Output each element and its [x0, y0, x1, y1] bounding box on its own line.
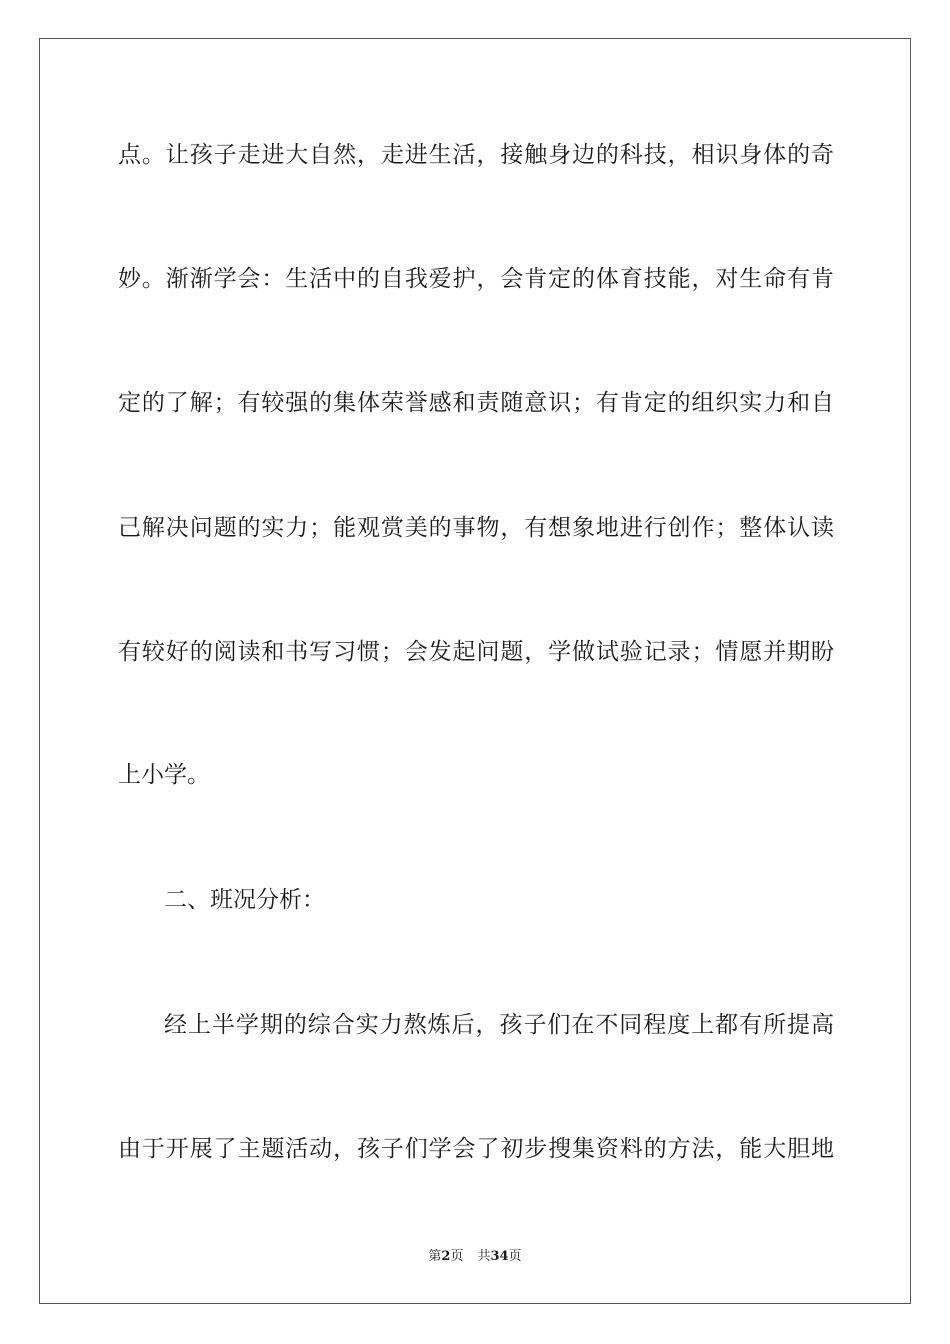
body-line-4: 己解决问题的实力；能观赏美的事物，有想象地进行创作；整体认读: [118, 515, 834, 541]
total-prefix: 共: [477, 1249, 491, 1264]
paragraph-line-1: 经上半学期的综合实力熬炼后，孩子们在不同程度上都有所提高: [164, 1012, 834, 1038]
page-border: [39, 38, 911, 1304]
body-line-6: 上小学。: [118, 762, 210, 788]
body-line-3: 定的了解；有较强的集体荣誉感和责随意识；有肯定的组织实力和自: [118, 390, 834, 416]
page-suffix: 页: [450, 1249, 464, 1264]
page-prefix: 第: [428, 1249, 442, 1264]
total-pages: 34: [490, 1249, 509, 1264]
total-suffix: 页: [508, 1249, 522, 1264]
section-heading: 二、班况分析：: [164, 887, 325, 913]
page-footer: [0, 1248, 950, 1266]
paragraph-line-2: 由于开展了主题活动，孩子们学会了初步搜集资料的方法，能大胆地: [118, 1136, 834, 1162]
body-line-2: 妙。渐渐学会：生活中的自我爱护，会肯定的体育技能，对生命有肯: [118, 266, 834, 292]
body-line-1: 点。让孩子走进大自然，走进生活，接触身边的科技，相识身体的奇: [118, 142, 834, 168]
body-line-5: 有较好的阅读和书写习惯；会发起问题，学做试验记录；情愿并期盼: [118, 639, 834, 665]
page-number: 2: [441, 1249, 451, 1264]
